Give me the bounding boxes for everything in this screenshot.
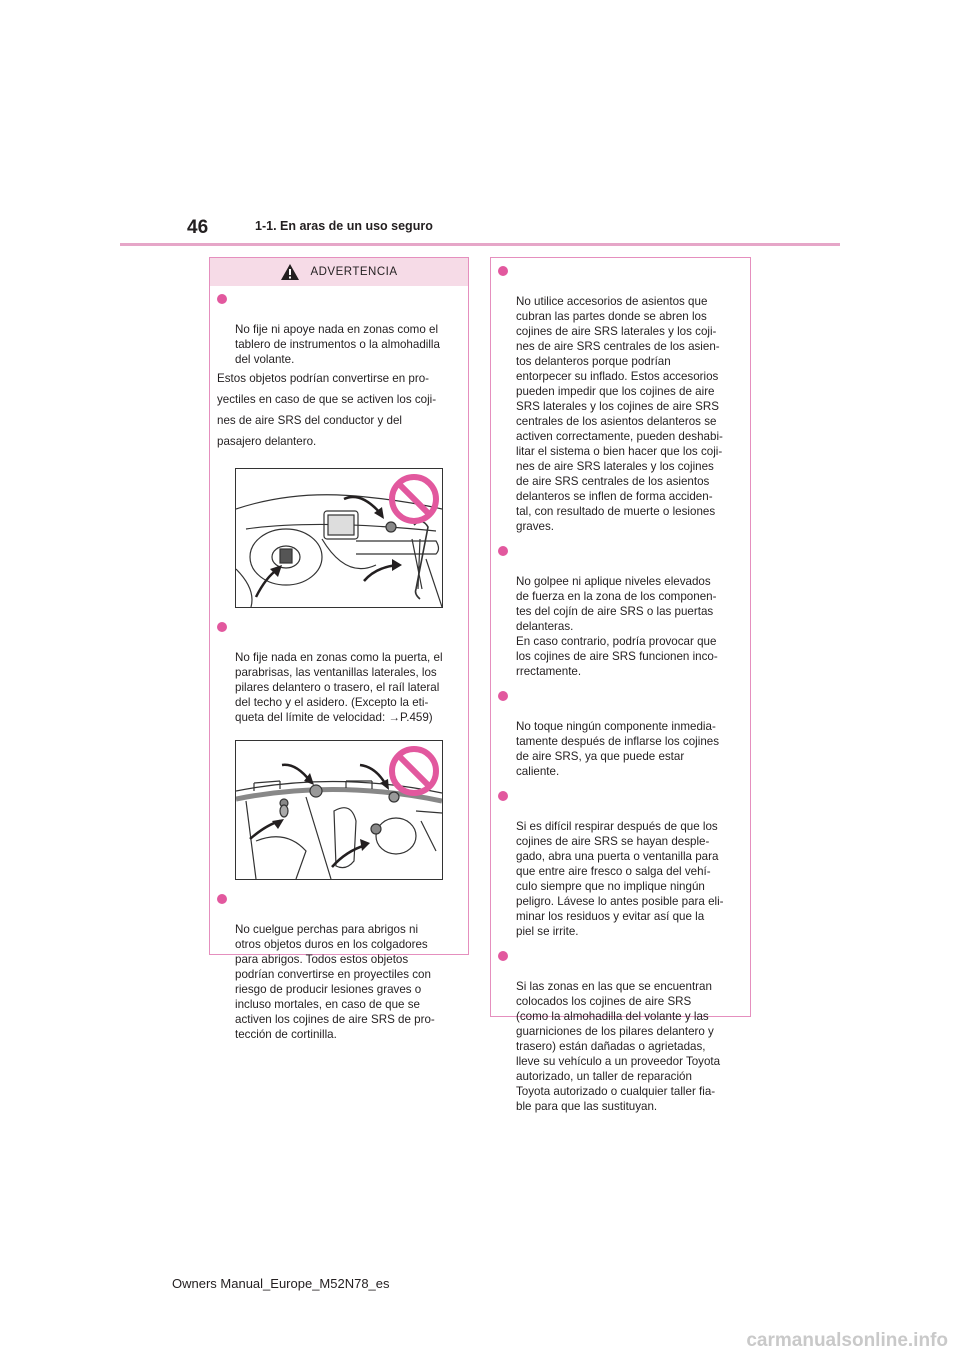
bullet-item [217, 892, 460, 1042]
bullet-text: Si las zonas en las que se encuentran colocados los cojines de aire SRS (como la almohadilla del volante y las guarniciones de los pilares delantero y trasero) están dañadas o agrietadas, lleve su vehículo a un proveedor Toyota autorizado, un taller de reparación Toyota autorizado o cualquier taller fia- ble para que las sustituyan. [516, 980, 721, 1113]
header-divider [120, 243, 840, 246]
bullet-dot-icon [217, 622, 227, 632]
warning-box-left [209, 257, 469, 1041]
bullet-text: Si es difícil respirar después de que los cojines de aire SRS se hayan desple- gado, abra una puerta o ventanilla para que entre aire fresco o salga del vehí- culo siempre que no implique ningún peligro. Lávese lo antes posible para eli- minar los residuos y evitar así que la piel se irrite. [516, 820, 724, 938]
bullet-item [498, 264, 742, 534]
bullet-item [498, 789, 742, 939]
figure-cabin [235, 740, 443, 880]
paragraph: Estos objetos podrían convertirse en pro- yectiles en caso de que se activen los coji- nes de aire SRS del conductor y del pasajero delantero. [217, 372, 437, 448]
footer-watermark: carmanualsonline.info [746, 1330, 948, 1351]
page-number: 46 [187, 217, 209, 238]
bullet-dot-icon [217, 894, 227, 904]
bullet-item [498, 544, 742, 679]
bullet-item [498, 689, 742, 779]
bullet-item [498, 949, 742, 1114]
bullet-dot-icon [217, 294, 227, 304]
bullet-dot-icon [498, 951, 508, 961]
footer-doc-name: Owners Manual_Europe_M52N78_es [172, 1276, 390, 1291]
bullet-item [217, 292, 460, 367]
warning-box-right [490, 257, 751, 1113]
bullet-dot-icon [498, 546, 508, 556]
bullet-text: No toque ningún componente inmedia- tamente después de inflarse los cojines de aire SRS, ya que puede estar caliente. [516, 720, 720, 778]
prohibition-sign-icon [236, 469, 442, 607]
figure-dashboard [235, 468, 443, 608]
bullet-text: No cuelgue perchas para abrigos ni otros objetos duros en los colgadores para abrigos. Todos estos objetos podrían convertirse en proyectiles con riesgo de producir lesiones graves o incluso mortales, en caso de que se activen los cojines de aire SRS de pro- tección de cortinilla. [235, 923, 435, 1041]
warning-title: ADVERTENCIA [310, 266, 398, 278]
warning-header [210, 258, 468, 286]
bullet-text: No fije nada en zonas como la puerta, el parabrisas, las ventanillas laterales, los pilares delantero o trasero, el raíl lateral del techo y el asidero. (Excepto la eti- queta del límite de velocidad: →P.459) [235, 651, 443, 724]
bullet-text: No fije ni apoye nada en zonas como el tablero de instrumentos o la almohadilla del volante. [235, 323, 440, 366]
bullet-dot-icon [498, 266, 508, 276]
section-title: 1-1. En aras de un uso seguro [255, 219, 433, 233]
bullet-item [217, 620, 460, 725]
bullet-dot-icon [498, 691, 508, 701]
warning-triangle-icon [280, 263, 300, 281]
bullet-dot-icon [498, 791, 508, 801]
bullet-text: No golpee ni aplique niveles elevados de fuerza en la zona de los componen- tes del cojín de aire SRS o las puertas delanteras. En caso contrario, podría provocar que los cojines de aire SRS funcionen inco- rrectamente. [516, 575, 718, 678]
prohibition-sign-icon [236, 741, 442, 879]
bullet-text: No utilice accesorios de asientos que cubran las partes donde se abren los cojines de aire SRS laterales y los coji- nes de aire SRS centrales de los asien- tos delanteros porque podrían entorpecer su inflado. Estos accesorios pueden impedir que los cojines de aire SRS laterales y los cojines de aire SRS centrales de los asientos delanteros se activen correctamente, pueden deshabi- litar el sistema o bien hacer que los coji- nes de aire SRS laterales y los cojines de aire SRS centrales de los asientos delanteros se inflen de forma acciden- tal, con resultado de muerte o lesiones graves. [516, 295, 723, 533]
